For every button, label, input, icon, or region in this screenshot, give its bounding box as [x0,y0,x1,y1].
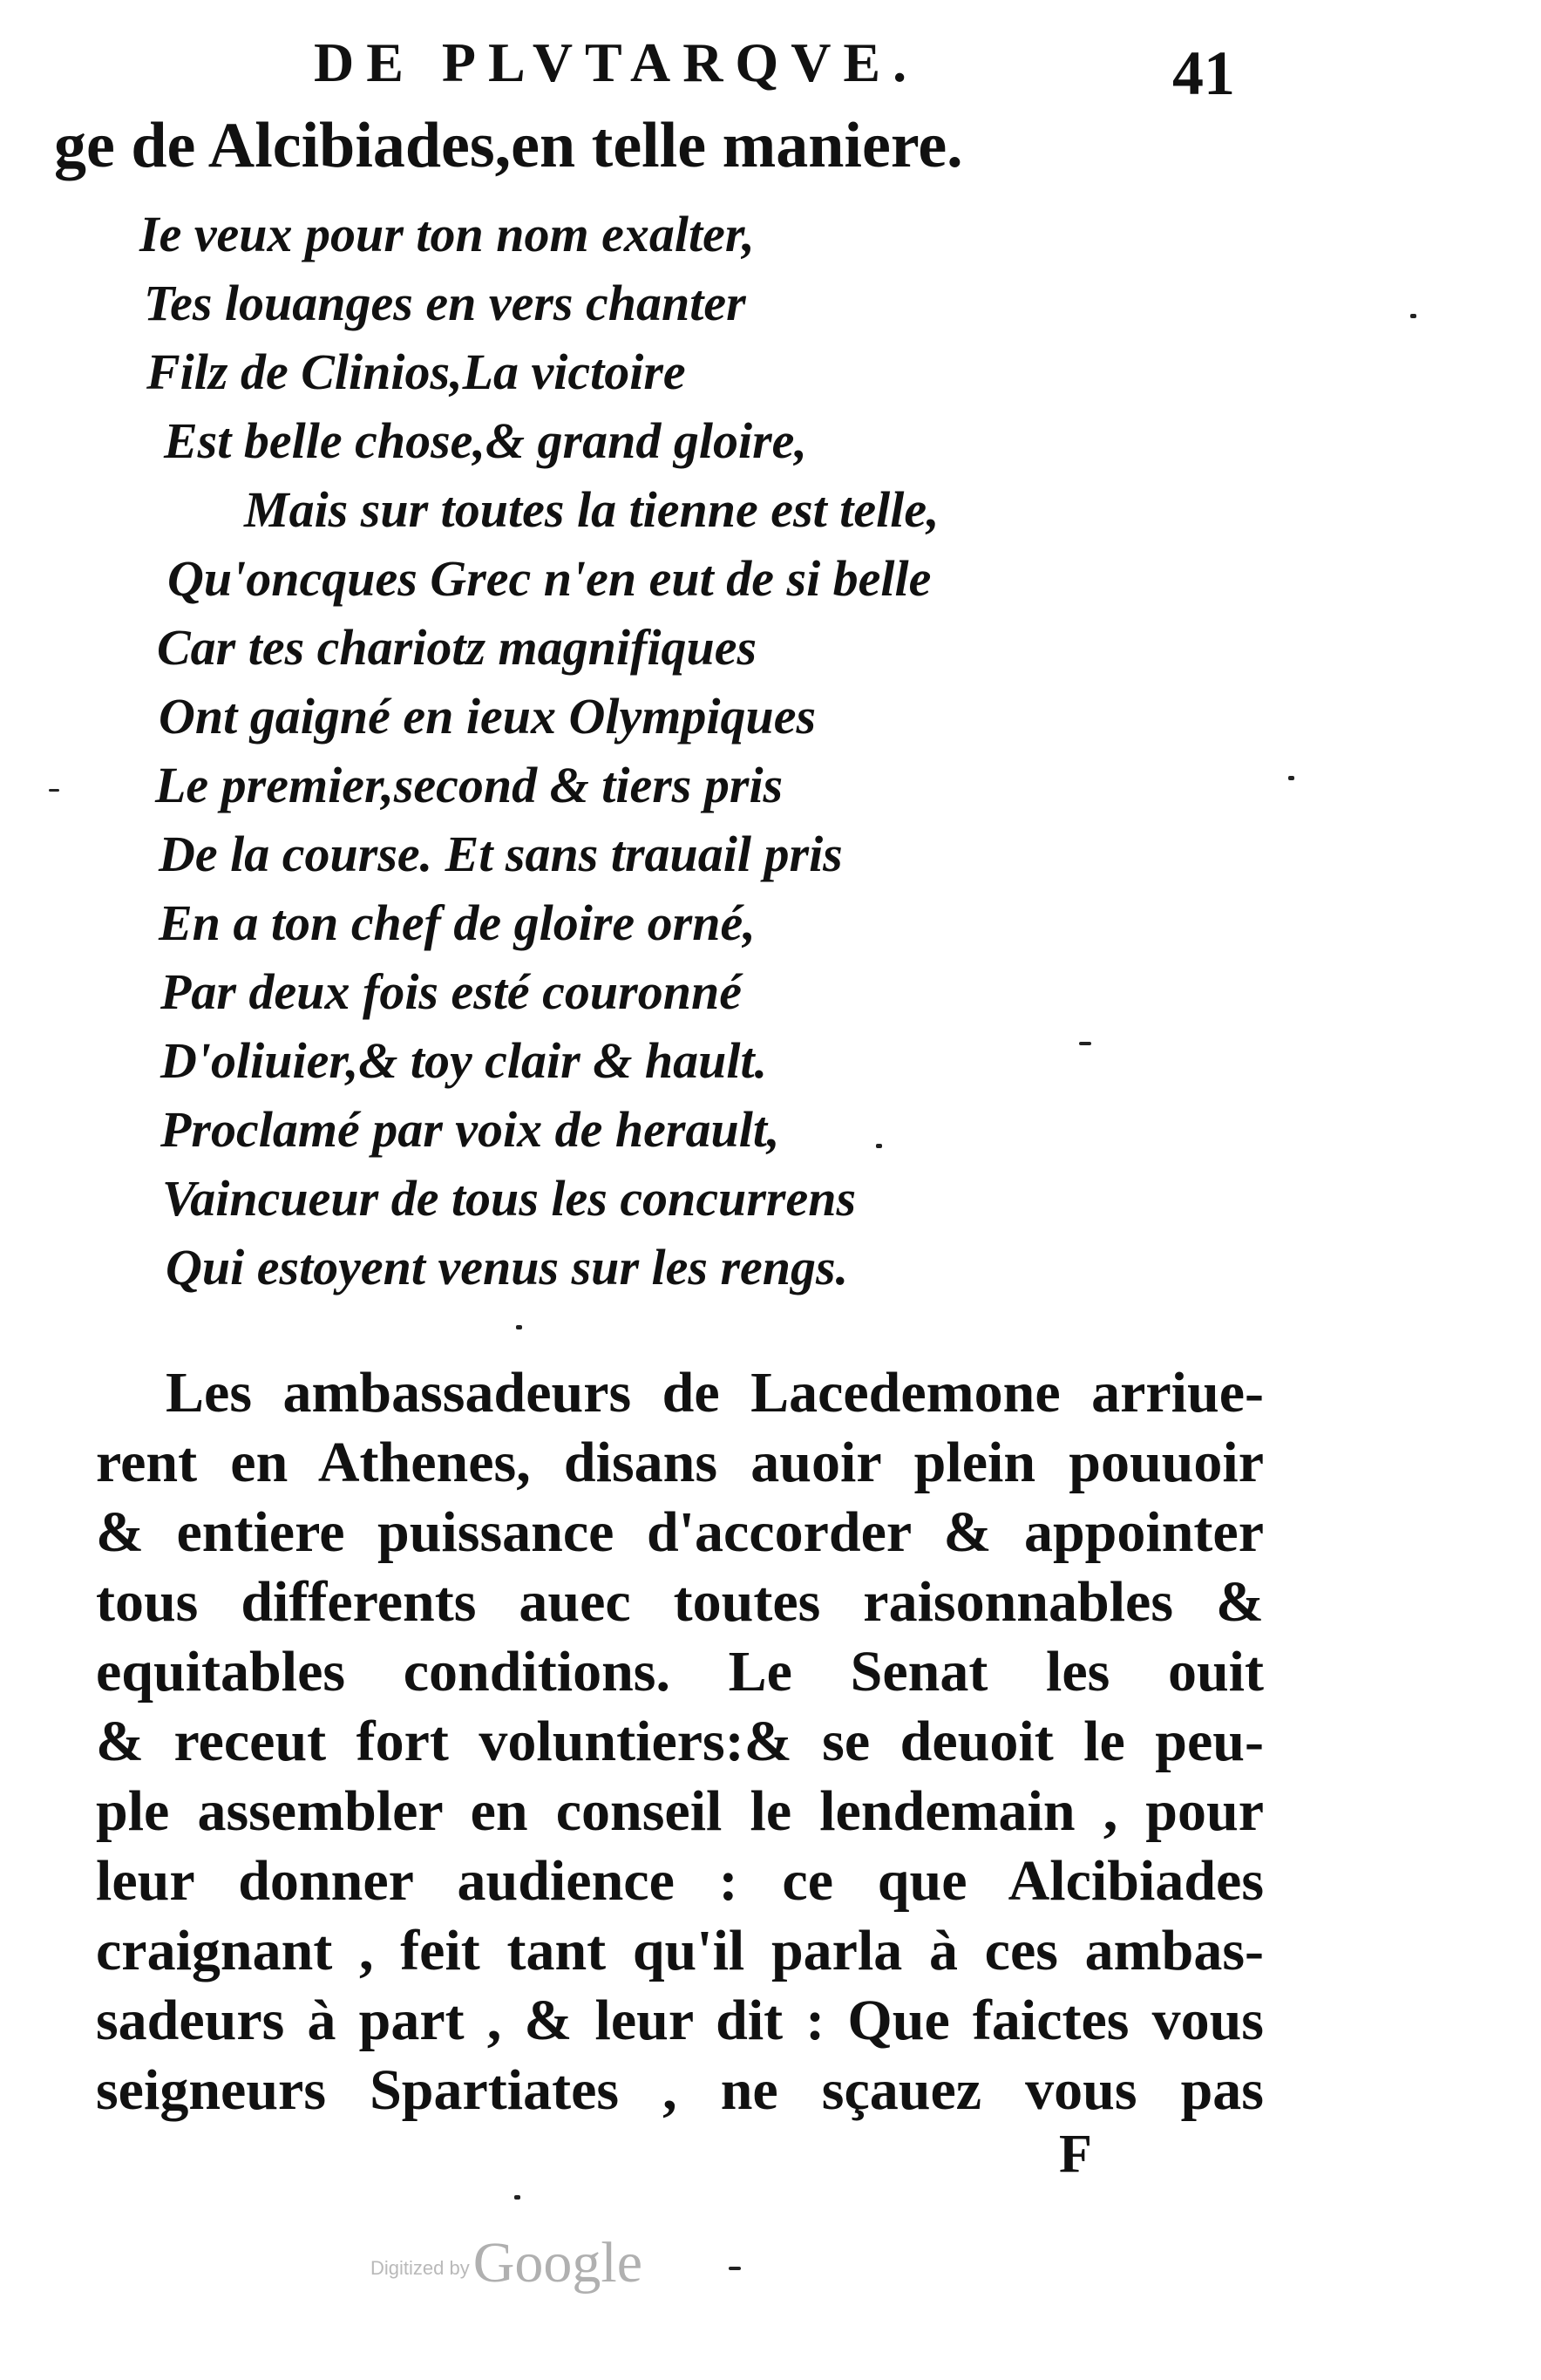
scan-speck [1079,1042,1091,1045]
prose-line: rent en Athenes, disans auoir plein pouuoir [96,1431,1264,1494]
scan-speck [1288,776,1294,780]
digitized-by-label: Digitized by [370,2257,470,2279]
scan-speck [729,2267,741,2270]
running-head: DE PLVTARQVE. [314,31,920,93]
poem-line: De la course. Et sans trauail pris [159,826,843,882]
google-logo: Google [472,2231,643,2295]
carry-over-line: ge de Alcibiades,en telle maniere. [54,110,963,181]
prose-line: ple assembler en conseil le lendemain , pour [96,1779,1264,1843]
prose-line: sadeurs à part , & leur dit : Que faictes vous [96,1989,1264,2052]
scan-speck [516,1325,522,1329]
scan-speck [514,2195,520,2200]
prose-line: seigneurs Spartiates , ne sçauez vous pas [96,2058,1264,2122]
poem-line: Tes louanges en vers chanter [144,275,746,331]
poem-line: Filz de Clinios,La victoire [146,343,686,400]
prose-line: & entiere puissance d'accorder & appointer [96,1500,1264,1564]
poem-line: Est belle chose,& grand gloire, [164,412,807,469]
prose-line: tous differents auec toutes raisonnables & [96,1570,1264,1634]
poem-line: Ie veux pour ton nom exalter, [139,206,755,262]
poem-line: Vaincueur de tous les concurrens [162,1170,857,1227]
digitization-watermark [370,2230,642,2296]
prose-line: equitables conditions. Le Senat les ouit [96,1640,1264,1703]
prose-line: & receut fort voluntiers:& se deuoit le peu- [96,1710,1264,1773]
prose-line: craignant , feit tant qu'il parla à ces ambas- [96,1919,1264,1982]
poem-line: Qui estoyent venus sur les rengs. [166,1239,849,1295]
scan-speck [1410,314,1416,318]
poem-line: Le premier,second & tiers pris [155,757,784,813]
poem-line: D'oliuier,& toy clair & hault. [160,1032,768,1089]
poem-line: Par deux fois esté couronné [160,963,742,1020]
scan-speck [49,789,59,792]
page-number: 41 [1172,38,1235,108]
scan-speck [876,1144,882,1148]
prose-line: Les ambassadeurs de Lacedemone arriue- [166,1361,1264,1425]
poem-line: Car tes chariotz magnifiques [157,619,757,676]
poem-line: En a ton chef de gloire orné, [159,894,756,951]
poem-line: Ont gaigné en ieux Olympiques [159,688,817,745]
poem-line: Qu'oncques Grec n'en eut de si belle [167,550,932,607]
poem-line: Mais sur toutes la tienne est telle, [244,481,940,538]
poem-line: Proclamé par voix de herault, [160,1101,780,1158]
prose-line: leur donner audience : ce que Alcibiades [96,1849,1264,1913]
signature-mark: F [1059,2125,1092,2184]
